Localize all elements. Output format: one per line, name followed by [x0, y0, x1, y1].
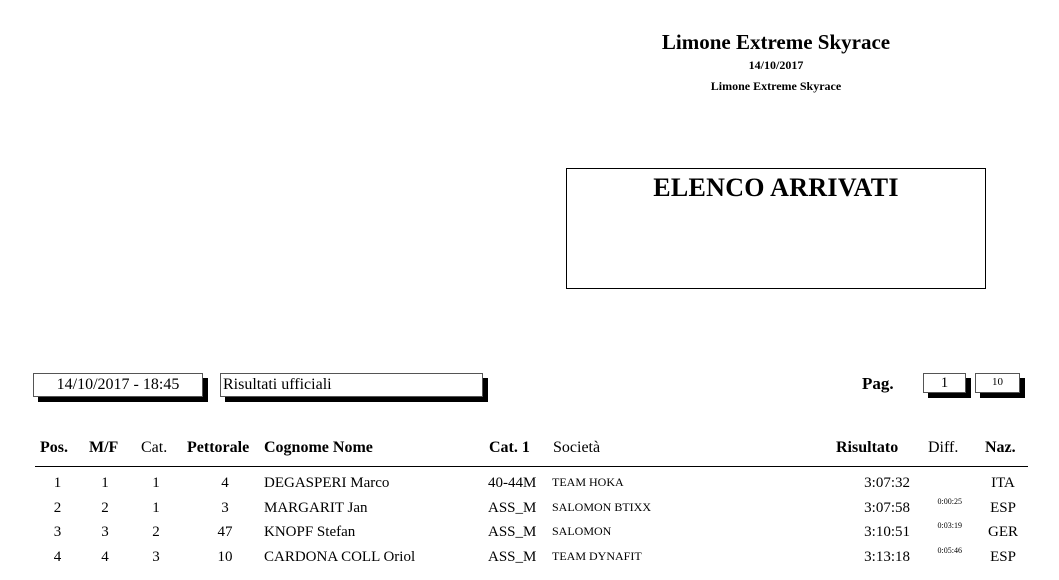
- table-row: [0, 497, 1059, 522]
- cell-club: SALOMON: [552, 524, 612, 538]
- col-header-cat1: Cat. 1: [489, 439, 530, 456]
- cell-pos: 4: [53, 548, 62, 565]
- event-name: Limone Extreme Skyrace: [710, 79, 842, 93]
- cell-cat1: ASS_M: [488, 499, 537, 516]
- col-header-club: Società: [553, 439, 601, 456]
- cell-cat1: 40-44M: [488, 475, 537, 491]
- cell-nat: GER: [988, 524, 1018, 540]
- cell-bib: 4: [221, 475, 229, 491]
- cell-bib: 47: [217, 524, 233, 540]
- race-date: 14/10/2017: [748, 58, 804, 72]
- cell-pos: 2: [53, 499, 62, 516]
- col-header-name: Cognome Nome: [264, 439, 373, 456]
- cell-mf: 4: [101, 548, 109, 565]
- cell-nat: ITA: [991, 475, 1015, 491]
- cell-name: MARGARIT Jan: [264, 499, 368, 516]
- col-header-cat: Cat.: [141, 439, 168, 456]
- cell-result: 3:07:32: [864, 475, 910, 491]
- cell-nat: ESP: [990, 499, 1016, 516]
- col-header-result: Risultato: [836, 439, 899, 456]
- cell-cat1: ASS_M: [488, 524, 537, 540]
- cell-diff: 0:05:46: [937, 545, 962, 555]
- table-row: [0, 546, 1059, 571]
- cell-name: CARDONA COLL Oriol: [264, 548, 416, 565]
- cell-club: TEAM HOKA: [552, 475, 624, 489]
- cell-result: 3:13:18: [864, 548, 910, 565]
- cell-cat: 1: [152, 475, 160, 491]
- col-header-mf: M/F: [89, 439, 119, 456]
- status-box: Risultati ufficiali: [220, 373, 483, 397]
- report-title-box: [566, 168, 986, 289]
- race-title: Limone Extreme Skyrace: [661, 30, 891, 54]
- cell-club: SALOMON BTIXX: [552, 499, 651, 514]
- header-divider: [35, 466, 1028, 467]
- cell-result: 3:10:51: [864, 524, 910, 540]
- cell-cat: 3: [152, 548, 160, 565]
- cell-cat1: ASS_M: [488, 548, 537, 565]
- col-header-pos: Pos.: [40, 439, 68, 456]
- report-title: ELENCO ARRIVATI: [653, 173, 899, 202]
- cell-diff: 0:03:19: [937, 521, 962, 530]
- cell-pos: 1: [53, 475, 62, 491]
- cell-name: DEGASPERI Marco: [264, 475, 390, 491]
- page-number-box: 1: [923, 373, 966, 393]
- cell-mf: 1: [101, 475, 109, 491]
- cell-nat: ESP: [990, 548, 1016, 565]
- table-row: [0, 521, 1059, 546]
- total-pages-box: 10: [975, 373, 1020, 393]
- cell-result: 3:07:58: [864, 499, 910, 516]
- cell-cat: 2: [152, 524, 160, 540]
- table-row: [0, 472, 1059, 497]
- cell-mf: 3: [101, 524, 109, 540]
- col-header-bib: Pettorale: [187, 439, 250, 456]
- cell-club: TEAM DYNAFIT: [552, 548, 642, 563]
- col-header-diff: Diff.: [928, 439, 959, 456]
- results-table: [0, 472, 1059, 570]
- datetime-box: 14/10/2017 - 18:45: [33, 373, 203, 397]
- cell-bib: 3: [221, 499, 229, 516]
- cell-name: KNOPF Stefan: [264, 524, 356, 540]
- col-header-nat: Naz.: [985, 439, 1016, 456]
- cell-mf: 2: [101, 499, 109, 516]
- cell-pos: 3: [53, 524, 62, 540]
- cell-diff: 0:00:25: [937, 496, 962, 506]
- cell-cat: 1: [152, 499, 160, 516]
- cell-bib: 10: [217, 548, 233, 565]
- page-label: Pag.: [862, 374, 894, 393]
